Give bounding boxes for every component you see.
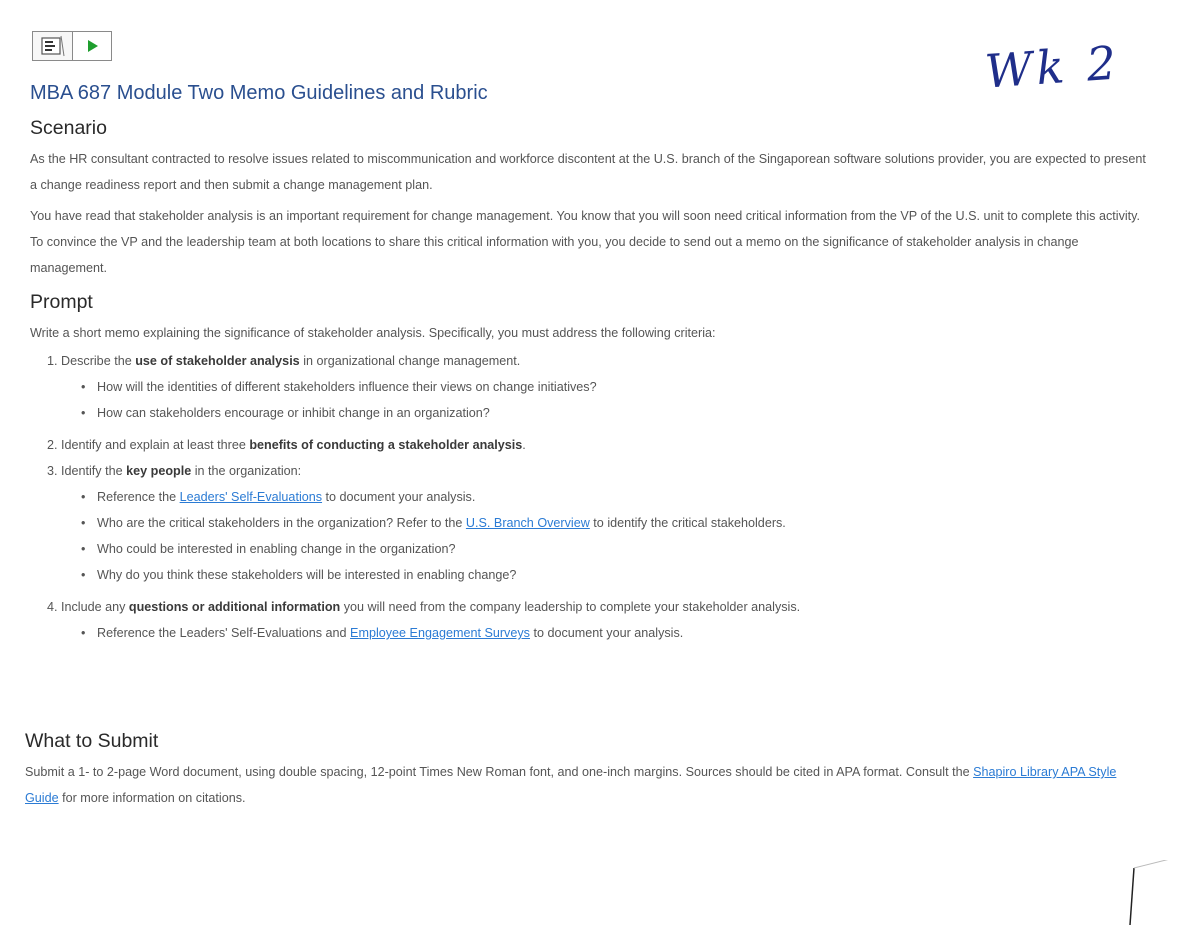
list-item: • How will the identities of different stakeholders influence their views on change initiatives? xyxy=(97,374,1150,400)
criteria-text: you will need from the company leadership to complete your stakeholder analysis. xyxy=(340,600,801,614)
list-item xyxy=(97,620,1150,646)
prompt-heading: Prompt xyxy=(30,291,93,313)
criteria-1-bullets xyxy=(61,374,1150,426)
prompt-section xyxy=(30,291,1150,646)
list-item: • How can stakeholders encourage or inhibit change in an organization? xyxy=(97,400,1150,426)
criteria-text: . xyxy=(522,438,526,452)
apa-style-guide-link[interactable]: Shapiro Library APA Style Guide xyxy=(25,765,1117,805)
criteria-text: in the organization: xyxy=(191,464,302,478)
scenario-heading: Scenario xyxy=(30,117,107,139)
criteria-item-3 xyxy=(61,458,1150,588)
us-branch-overview-link[interactable]: U.S. Branch Overview xyxy=(465,516,590,530)
list-item: • Who could be interested in enabling change in the organization? xyxy=(97,536,1150,562)
play-icon[interactable] xyxy=(72,31,112,61)
bullet-text: to identify the critical stakeholders. xyxy=(589,516,786,530)
bullet-text: Who are the critical stakeholders in the organization? Refer to the xyxy=(97,516,466,530)
bullet-text: to document your analysis. xyxy=(529,626,684,640)
criteria-bold: use of stakeholder analysis xyxy=(135,354,300,368)
page-title: MBA 687 Module Two Memo Guidelines and Rubric xyxy=(30,82,488,104)
scenario-section xyxy=(30,117,1150,281)
criteria-3-bullets xyxy=(61,484,1150,588)
submit-paragraph xyxy=(25,759,1150,811)
list-item xyxy=(97,510,1150,536)
criteria-item-4 xyxy=(61,594,1150,646)
criteria-list xyxy=(30,348,1150,646)
list-item: • Why do you think these stakeholders will be interested in enabling change? xyxy=(97,562,1150,588)
scenario-paragraph-1: As the HR consultant contracted to resolve issues related to miscommunication and workforce discontent at the U.S. branch of the Singaporean software solutions provider, you are expected to present a change readiness report and then submit a change management plan. xyxy=(30,152,1146,192)
criteria-text: in organizational change management. xyxy=(299,354,521,368)
criteria-bold: benefits of conducting a stakeholder analysis xyxy=(249,438,523,452)
bullet-text: Reference the Leaders' Self-Evaluations and xyxy=(97,626,351,640)
criteria-text: Identify the xyxy=(61,464,127,478)
criteria-item-1 xyxy=(61,348,1150,426)
criteria-text: Identify and explain at least three xyxy=(61,438,250,452)
criteria-text: Describe the xyxy=(61,354,136,368)
handwritten-note: Wk 2 xyxy=(983,35,1122,99)
leaders-self-evaluations-link[interactable]: Leaders' Self-Evaluations xyxy=(179,490,323,504)
prompt-intro: Write a short memo explaining the significance of stakeholder analysis. Specifically, you must address the following criteria: xyxy=(30,326,716,340)
criteria-bold: key people xyxy=(126,464,192,478)
page-corner-mark xyxy=(1112,860,1192,930)
list-item xyxy=(97,484,1150,510)
submit-text: for more information on citations. xyxy=(58,791,246,805)
criteria-bold: questions or additional information xyxy=(128,600,341,614)
criteria-text: Include any xyxy=(61,600,129,614)
submit-text: Submit a 1- to 2-page Word document, using double spacing, 12-point Times New Roman font, and one-inch margins. Sources should be cited in APA format. Consult the xyxy=(25,765,974,779)
media-toolbar xyxy=(32,31,112,63)
criteria-4-bullets xyxy=(61,620,1150,646)
bullet-text: to document your analysis. xyxy=(322,490,476,504)
criteria-item-2 xyxy=(61,432,1150,458)
document-body xyxy=(30,82,1150,652)
scenario-paragraph-2: You have read that stakeholder analysis is an important requirement for change management. You know that you will soon need critical information from the VP of the U.S. unit to complete this activity. To convince the VP and the leadership team at both locations to share this critical information with you, you decide to send out a memo on the significance of stakeholder analysis in change management. xyxy=(30,209,1141,275)
employee-engagement-surveys-link[interactable]: Employee Engagement Surveys xyxy=(350,626,530,640)
submit-heading: What to Submit xyxy=(25,730,159,752)
what-to-submit-section xyxy=(25,730,1150,816)
bullet-text: Reference the xyxy=(97,490,180,504)
document-icon[interactable] xyxy=(32,31,76,61)
